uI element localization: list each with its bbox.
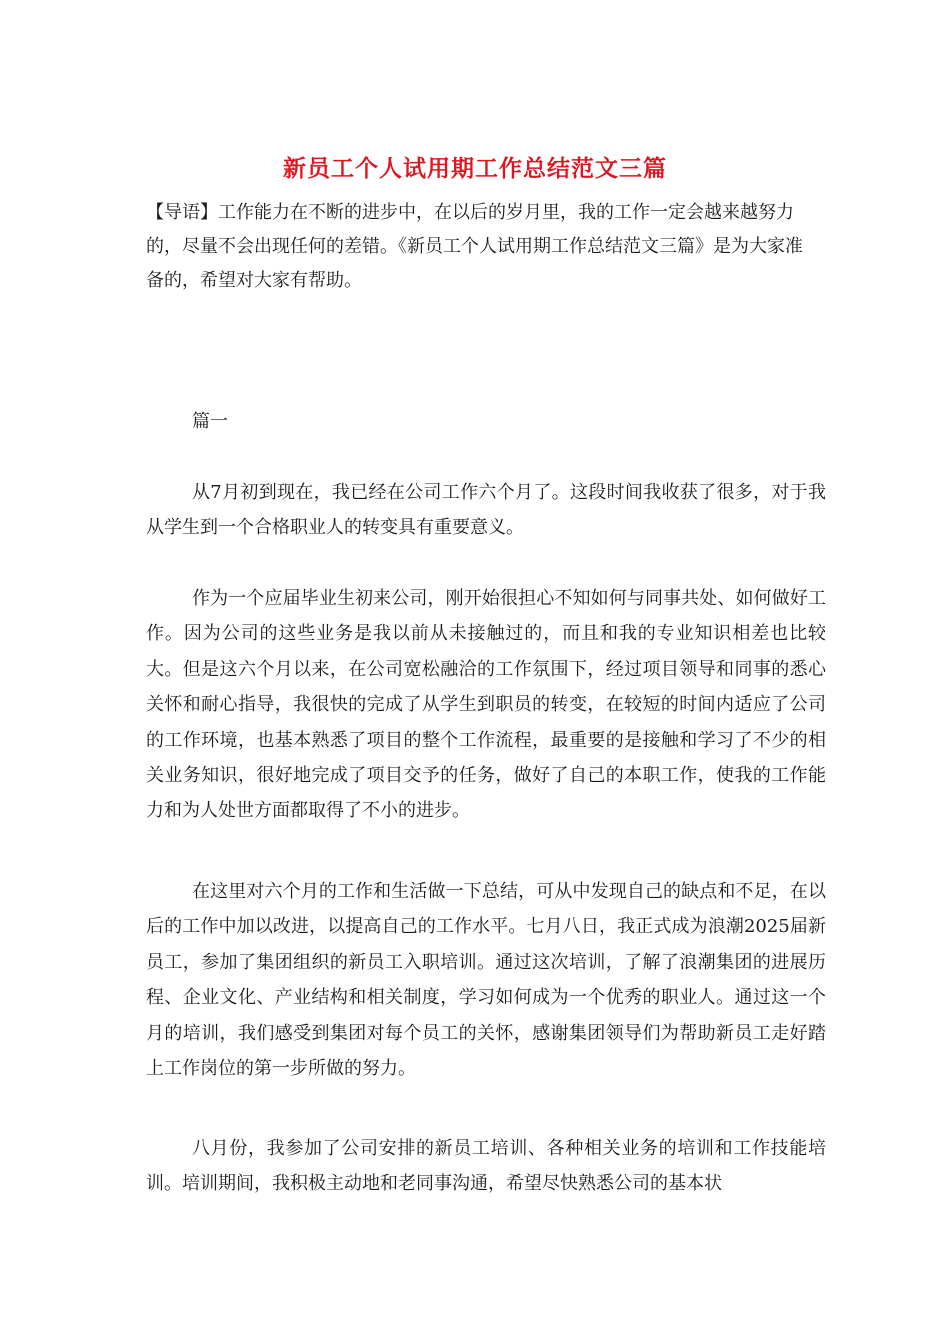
document-title: 新员工个人试用期工作总结范文三篇	[283, 155, 667, 182]
section-heading: 篇一	[192, 411, 228, 432]
lead-paragraph: 【导语】工作能力在不断的进步中，在以后的岁月里，我的工作一定会越来越努力的，尽量不会出现任何的差错。《新员工个人试用期工作总结范文三篇》是为大家准备的，希望对大家有帮助。	[146, 202, 803, 291]
body-paragraph-2: 作为一个应届毕业生初来公司，刚开始很担心不知如何与同事共处、如何做好工作。因为公司的这些业务是我以前从未接触过的，而且和我的专业知识相差也比较大。但是这六个月以来，在公司宽松融洽的工作氛围下，经过项目领导和同事的悉心关怀和耐心指导，我很快的完成了从学生到职员的转变，在较短的时间内适应了公司的工作环境，也基本熟悉了项目的整个工作流程，最重要的是接触和学习了不少的相关业务知识，很好地完成了项目交予的任务，做好了自己的本职工作，使我的工作能力和为人处世方面都取得了不小的进步。	[146, 588, 826, 822]
body-paragraph-3: 在这里对六个月的工作和生活做一下总结，可从中发现自己的缺点和不足，在以后的工作中加以改进，以提高自己的工作水平。七月八日，我正式成为浪潮2025届新员工，参加了集团组织的新员工入职培训。通过这次培训，了解了浪潮集团的进展历程、企业文化、产业结构和相关制度，学习如何成为一个优秀的职业人。通过这一个月的培训，我们感受到集团对每个员工的关怀，感谢集团领导们为帮助新员工走好踏上工作岗位的第一步所做的努力。	[146, 881, 826, 1080]
body-paragraph-1: 从7月初到现在，我已经在公司工作六个月了。这段时间我收获了很多，对于我从学生到一个合格职业人的转变具有重要意义。	[146, 482, 826, 539]
body-paragraph-4: 八月份，我参加了公司安排的新员工培训、各种相关业务的培训和工作技能培训。培训期间，我积极主动地和老同事沟通，希望尽快熟悉公司的基本状	[146, 1138, 826, 1195]
